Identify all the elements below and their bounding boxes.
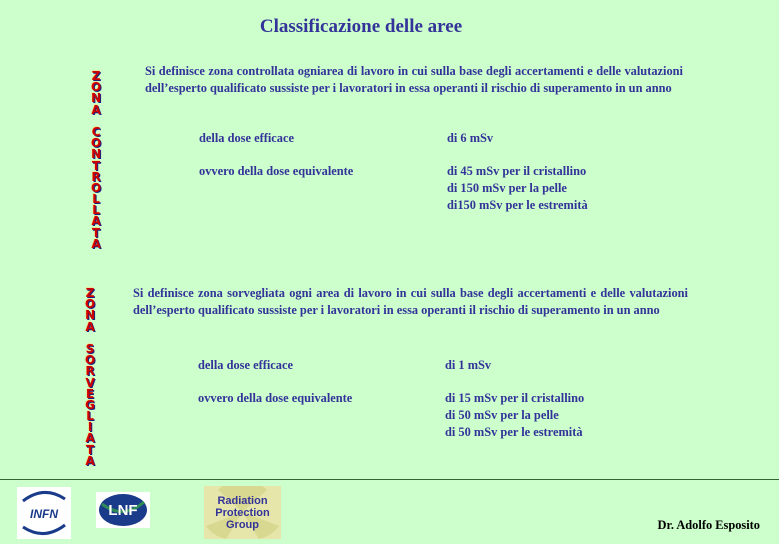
- dose-efficace-label: della dose efficace: [198, 358, 293, 372]
- rpg-logo-mark: [204, 486, 281, 539]
- dose-pelle-value: di 50 mSv per la pelle: [445, 408, 559, 422]
- dose-estremita-value: di150 mSv per le estremità: [447, 198, 588, 212]
- dose-equivalente-label: ovvero della dose equivalente: [198, 391, 353, 405]
- vertical-letter: E: [86, 386, 95, 401]
- infn-logo-text: INFN: [30, 507, 58, 521]
- zone-controllata-definition: Si definisce zona controllata ogniarea di lavoro in cui sulla base degli accertamenti e delle valutazioni dell’esperto qualificato sussiste per i lavoratori in essa operanti il rischio di superamento in un anno: [145, 64, 683, 95]
- vertical-letter: L: [86, 409, 94, 424]
- infn-logo: [17, 487, 71, 539]
- vertical-letter: S: [85, 341, 95, 356]
- lnf-logo-text: LNF: [108, 502, 138, 519]
- vertical-letter: L: [92, 203, 100, 218]
- vertical-letter: A: [85, 453, 95, 468]
- vertical-letter: Z: [85, 286, 95, 300]
- author-name: Dr. Adolfo Esposito: [657, 518, 760, 532]
- vertical-letter: T: [92, 225, 101, 240]
- zone-sorvegliata-definition: Si definisce zona sorvegliata ogni area di lavoro in cui sulla base degli accertamenti e delle valutazioni dell’esperto qualificato sussiste per i lavoratori in essa operanti il rischio di superamento in un anno: [133, 286, 688, 317]
- footer-divider: [0, 479, 779, 480]
- vertical-letter: A: [85, 431, 95, 446]
- vertical-letter: G: [85, 397, 96, 412]
- vertical-letter: N: [85, 308, 96, 323]
- page-title: Classificazione delle aree: [259, 16, 463, 37]
- vertical-letter: V: [85, 375, 95, 390]
- vertical-letter: O: [91, 136, 102, 151]
- dose-efficace-value: di 6 mSv: [447, 131, 494, 145]
- vertical-letter: N: [91, 147, 102, 162]
- vertical-letter: R: [85, 364, 95, 379]
- vertical-letter: I: [87, 420, 93, 435]
- rpg-text-line-3: Group: [226, 519, 259, 531]
- infn-logo-mark: [17, 487, 71, 539]
- vertical-letter: O: [91, 80, 102, 95]
- lnf-logo-mark: [96, 492, 150, 528]
- vertical-letter: N: [91, 91, 102, 106]
- rpg-text-line-2: Protection: [215, 507, 270, 519]
- dose-efficace-label: della dose efficace: [199, 131, 294, 145]
- dose-cristallino-value: di 45 mSv per il cristallino: [447, 164, 587, 178]
- vertical-letter: A: [91, 236, 101, 251]
- zone-controllata-vertical-label: [91, 71, 101, 250]
- vertical-letter: R: [91, 169, 101, 184]
- vertical-letter: O: [85, 297, 96, 312]
- zone-sorvegliata-vertical-label: [85, 288, 95, 467]
- vertical-letter: A: [85, 319, 95, 334]
- dose-estremita-value: di 50 mSv per le estremità: [445, 425, 583, 439]
- vertical-letter: T: [86, 442, 95, 457]
- rpg-text-line-1: Radiation: [217, 495, 268, 507]
- vertical-letter: Z: [91, 69, 101, 83]
- radiation-protection-group-logo: [204, 486, 281, 539]
- vertical-letter: A: [91, 214, 101, 229]
- vertical-letter: L: [92, 192, 100, 207]
- vertical-letter: A: [91, 102, 101, 117]
- dose-cristallino-value: di 15 mSv per il cristallino: [445, 391, 585, 405]
- vertical-letter: O: [85, 353, 96, 368]
- vertical-letter: O: [91, 180, 102, 195]
- vertical-letter: T: [92, 158, 101, 173]
- dose-efficace-value: di 1 mSv: [445, 358, 492, 372]
- dose-equivalente-label: ovvero della dose equivalente: [199, 164, 354, 178]
- dose-pelle-value: di 150 mSv per la pelle: [447, 181, 567, 195]
- lnf-logo: [96, 492, 150, 528]
- vertical-letter: C: [91, 124, 101, 139]
